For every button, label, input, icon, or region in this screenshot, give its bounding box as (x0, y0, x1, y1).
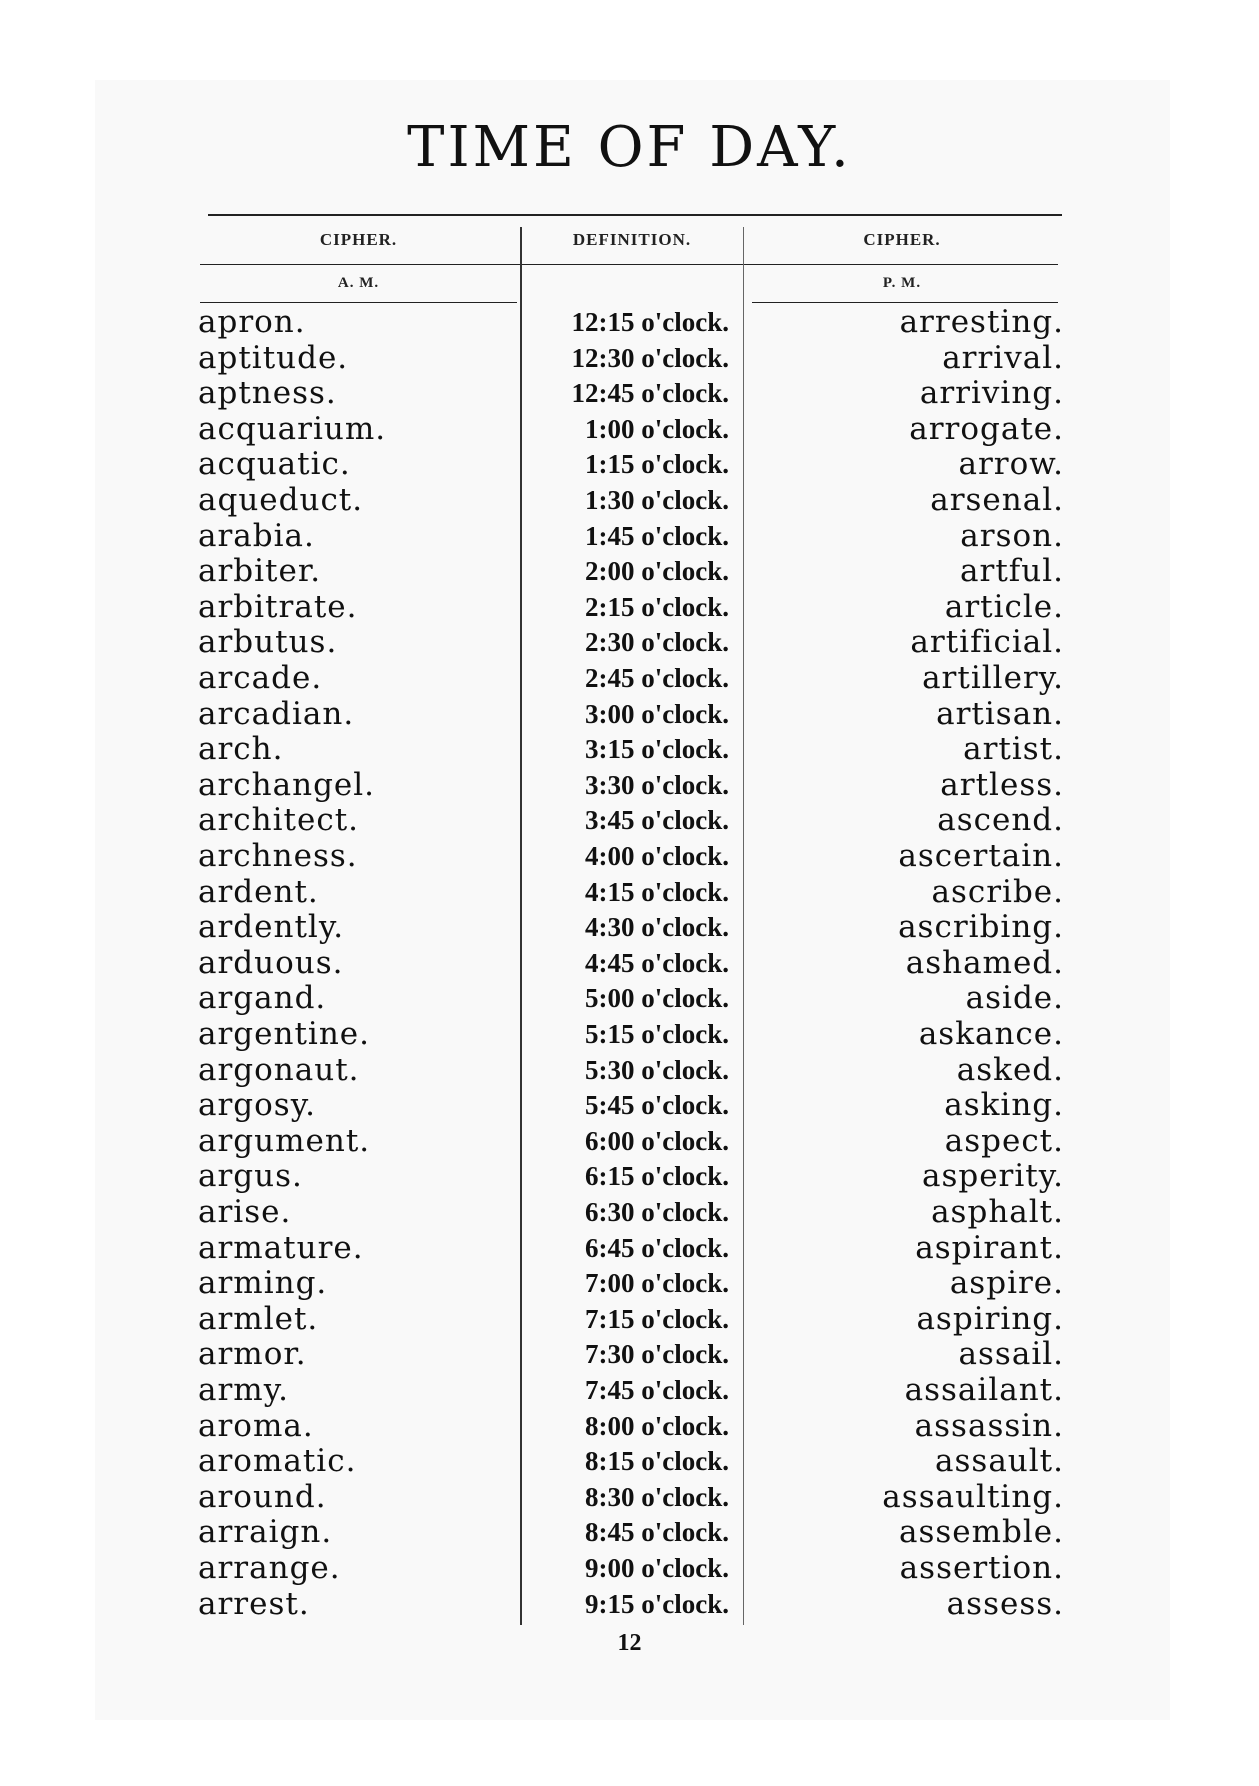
page-title: TIME OF DAY. (407, 115, 852, 180)
definition-time: 9:15 o'clock. (585, 1588, 729, 1619)
definition-time: 5:45 o'clock. (585, 1090, 729, 1121)
header-rule (200, 264, 1058, 265)
definition-time: 7:45 o'clock. (585, 1375, 729, 1405)
cipher-pm: aside. (965, 980, 1064, 1017)
cipher-am: aqueduct. (198, 482, 364, 518)
table-row (0, 839, 1259, 875)
definition-time: 2:15 o'clock. (585, 591, 729, 622)
table-row (0, 1195, 1259, 1231)
cipher-pm: assault. (935, 1443, 1064, 1480)
definition-time: 9:00 o'clock. (585, 1553, 729, 1583)
cipher-pm: ashamed. (905, 944, 1064, 981)
table-row (0, 1551, 1259, 1587)
table-row (0, 412, 1259, 448)
table-row (0, 1302, 1259, 1338)
cipher-am: apron. (198, 304, 306, 340)
cipher-am: argand. (198, 980, 327, 1017)
cipher-pm: asking. (944, 1087, 1064, 1124)
cipher-am: aromatic. (198, 1443, 357, 1480)
definition-time: 4:45 o'clock. (585, 947, 729, 978)
cipher-pm: article. (944, 588, 1064, 625)
subheader-pm: P. M. (882, 275, 922, 291)
definition-time: 6:45 o'clock. (585, 1232, 729, 1263)
table-row (0, 1124, 1259, 1160)
definition-time: 1:30 o'clock. (585, 485, 729, 515)
cipher-am: arming. (198, 1265, 328, 1302)
table-row (0, 875, 1259, 911)
definition-time: 5:00 o'clock. (585, 983, 729, 1014)
table-row (0, 910, 1259, 946)
definition-time: 8:00 o'clock. (585, 1410, 729, 1441)
definition-time: 3:45 o'clock. (585, 805, 729, 836)
definition-time: 7:00 o'clock. (585, 1268, 729, 1299)
cipher-am: aroma. (198, 1407, 314, 1444)
cipher-pm: ascribing. (898, 909, 1064, 946)
table-row (0, 661, 1259, 697)
table-row (0, 447, 1259, 483)
definition-time: 1:15 o'clock. (585, 449, 729, 480)
definition-time: 3:30 o'clock. (585, 769, 729, 800)
cipher-am: arrange. (198, 1550, 341, 1586)
definition-time: 12:45 o'clock. (571, 378, 729, 409)
cipher-am: aptitude. (198, 339, 349, 376)
table-row (0, 341, 1259, 377)
cipher-am: arbiter. (198, 553, 322, 590)
table-row (0, 1337, 1259, 1373)
cipher-pm: asphalt. (931, 1194, 1064, 1230)
cipher-am: armlet. (198, 1300, 319, 1337)
definition-time: 7:30 o'clock. (585, 1339, 729, 1370)
cipher-am: army. (198, 1372, 289, 1408)
header-cipher-am: CIPHER. (319, 230, 398, 249)
cipher-am: aptness. (198, 375, 337, 412)
table-row (0, 768, 1259, 804)
cipher-pm: arriving. (919, 375, 1064, 412)
cipher-am: arraign. (198, 1514, 333, 1551)
definition-time: 4:15 o'clock. (585, 876, 729, 907)
cipher-am: arch. (198, 731, 284, 768)
table-row (0, 1373, 1259, 1409)
cipher-pm: assailant. (904, 1372, 1064, 1408)
cipher-pm: assaulting. (882, 1478, 1064, 1515)
definition-time: 5:15 o'clock. (585, 1019, 729, 1049)
cipher-pm: arrival. (942, 339, 1064, 376)
cipher-am: arbutus. (198, 624, 338, 661)
cipher-pm: arrogate. (909, 410, 1064, 447)
table-row (0, 732, 1259, 768)
definition-time: 6:30 o'clock. (585, 1197, 729, 1227)
definition-time: 12:30 o'clock. (571, 342, 729, 373)
cipher-pm: ascribe. (931, 873, 1064, 910)
definition-time: 4:30 o'clock. (585, 912, 729, 943)
table-row (0, 625, 1259, 661)
definition-time: 2:00 o'clock. (585, 556, 729, 587)
definition-time: 1:00 o'clock. (585, 413, 729, 444)
table-row (0, 554, 1259, 590)
cipher-pm: artful. (960, 553, 1064, 590)
page-number: 12 (617, 1630, 642, 1656)
table-row (0, 376, 1259, 412)
table-row (0, 1409, 1259, 1445)
cipher-am: arcade. (198, 660, 323, 696)
definition-time: 7:15 o'clock. (585, 1303, 729, 1334)
cipher-am: argosy. (198, 1087, 316, 1124)
subheader-rule-right (752, 302, 1058, 303)
definition-time: 3:15 o'clock. (585, 734, 729, 765)
cipher-am: arbitrate. (198, 588, 358, 625)
cipher-am: ardent. (198, 873, 319, 910)
cipher-am: arrest. (198, 1585, 310, 1622)
cipher-am: acquarium. (198, 410, 387, 447)
cipher-pm: askance. (918, 1016, 1064, 1052)
cipher-pm: ascertain. (898, 838, 1064, 874)
definition-time: 12:15 o'clock. (571, 307, 729, 337)
cipher-am: arcadian. (198, 695, 355, 732)
cipher-pm: assassin. (914, 1407, 1064, 1444)
cipher-pm: aspire. (949, 1265, 1064, 1302)
cipher-pm: aspect. (944, 1122, 1064, 1159)
definition-time: 2:30 o'clock. (585, 627, 729, 658)
cipher-am: arabia. (198, 517, 315, 554)
cipher-pm: assemble. (899, 1514, 1064, 1551)
table-row (0, 1515, 1259, 1551)
table-row (0, 981, 1259, 1017)
cipher-am: ardently. (198, 909, 345, 946)
definition-time: 4:00 o'clock. (585, 841, 729, 871)
cipher-am: armor. (198, 1336, 307, 1373)
table-row (0, 1053, 1259, 1089)
table-row (0, 1444, 1259, 1480)
cipher-pm: aspirant. (915, 1229, 1064, 1266)
table-row (0, 1159, 1259, 1195)
cipher-am: archangel. (198, 766, 376, 803)
cipher-pm: arsenal. (930, 482, 1064, 518)
table-row (0, 1017, 1259, 1053)
table-row (0, 1231, 1259, 1267)
cipher-am: archness. (198, 838, 358, 874)
cipher-am: around. (198, 1478, 327, 1515)
definition-time: 6:15 o'clock. (585, 1161, 729, 1192)
cipher-pm: artless. (940, 766, 1064, 803)
table-row (0, 483, 1259, 519)
cipher-pm: artificial. (910, 624, 1064, 661)
table-row (0, 1088, 1259, 1124)
cipher-am: argus. (198, 1158, 303, 1195)
cipher-pm: arson. (960, 517, 1064, 554)
cipher-am: armature. (198, 1229, 364, 1266)
table-row (0, 946, 1259, 982)
cipher-pm: aspiring. (916, 1300, 1064, 1337)
definition-time: 3:00 o'clock. (585, 698, 729, 729)
table-row (0, 1266, 1259, 1302)
table-row (0, 697, 1259, 733)
cipher-pm: assail. (958, 1336, 1064, 1373)
definition-time: 2:45 o'clock. (585, 663, 729, 693)
cipher-am: arduous. (198, 944, 344, 981)
cipher-pm: assertion. (899, 1550, 1064, 1586)
definition-time: 1:45 o'clock. (585, 520, 729, 551)
table-row (0, 590, 1259, 626)
header-definition: DEFINITION. (572, 230, 692, 249)
cipher-pm: arrow. (958, 446, 1064, 483)
table-row (0, 1480, 1259, 1516)
cipher-pm: artisan. (936, 695, 1064, 732)
cipher-pm: ascend. (937, 802, 1064, 839)
definition-time: 8:15 o'clock. (585, 1446, 729, 1477)
definition-time: 8:45 o'clock. (585, 1517, 729, 1548)
header-cipher-pm: CIPHER. (863, 230, 941, 249)
subheader-am: A. M. (337, 275, 380, 291)
cipher-am: argument. (198, 1122, 371, 1159)
cipher-am: acquatic. (198, 446, 351, 483)
cipher-pm: artillery. (922, 660, 1064, 696)
cipher-am: arise. (198, 1194, 292, 1230)
cipher-pm: arresting. (899, 304, 1064, 340)
cipher-am: argonaut. (198, 1051, 360, 1088)
table-row (0, 305, 1259, 341)
table-row (0, 519, 1259, 555)
cipher-pm: asperity. (921, 1158, 1064, 1195)
definition-time: 6:00 o'clock. (585, 1125, 729, 1156)
definition-time: 5:30 o'clock. (585, 1054, 729, 1085)
cipher-am: argentine. (198, 1016, 370, 1052)
table-row (0, 803, 1259, 839)
cipher-pm: asked. (956, 1051, 1064, 1088)
definition-time: 8:30 o'clock. (585, 1481, 729, 1512)
table-row (0, 1587, 1259, 1623)
cipher-pm: artist. (963, 731, 1064, 768)
subheader-rule-left (200, 302, 517, 303)
top-rule (208, 214, 1062, 216)
cipher-am: architect. (198, 802, 360, 839)
cipher-pm: assess. (946, 1585, 1064, 1622)
